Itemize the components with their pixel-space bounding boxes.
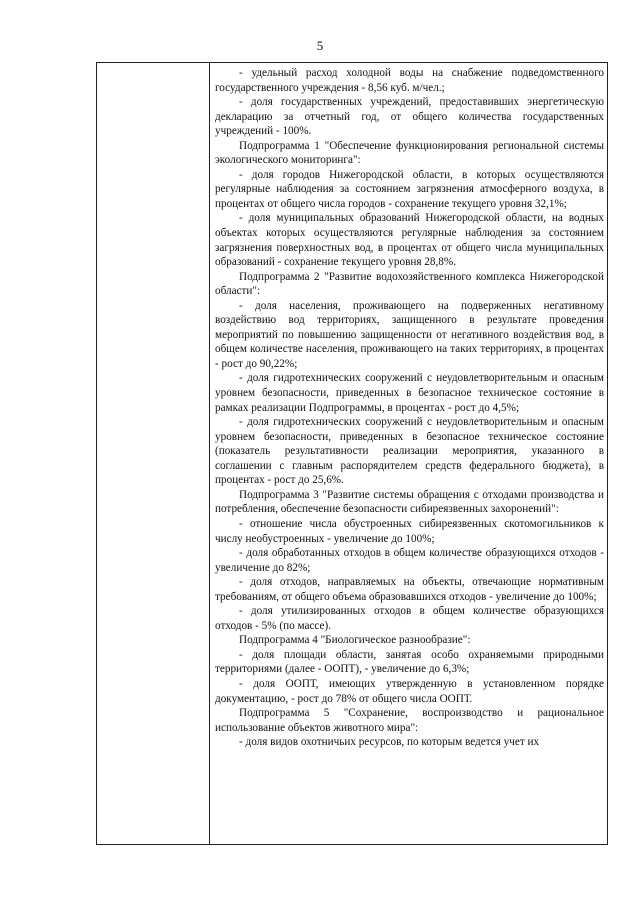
- paragraph: - доля гидротехнических сооружений с неудовлетворительным и опасным уровнем безопасности, приведенных в безопасное техническое состояние в рамках реализации Подпрограммы, в процентах - рост до 4,5%;: [215, 372, 604, 414]
- paragraph: - доля государственных учреждений, предоставивших энергетическую декларацию за отчетный год, от общего количества государственных учреждений - 100%.: [215, 96, 604, 138]
- subprogram-heading: Подпрограмма 3 "Развитие системы обращения с отходами производства и потребления, обеспечение безопасности сибиреязвенных захоронений":: [215, 488, 604, 516]
- paragraph: - доля площади области, занятая особо охраняемыми природными территориями (далее - ООПТ), - увеличение до 6,3%;: [215, 648, 604, 676]
- column-divider: [209, 63, 210, 844]
- paragraph: - доля видов охотничьих ресурсов, по которым ведется учет их: [239, 736, 540, 749]
- paragraph: - доля муниципальных образований Нижегородской области, на водных объектах которых осуществляются регулярные наблюдения за состоянием загрязнения поверхностных вод, в процентах от общего числа муниципальных образований - сохранение текущего уровня 28,8%.: [215, 212, 604, 269]
- content-cell: [215, 66, 604, 750]
- paragraph: - удельный расход холодной воды на снабжение подведомственного государственного учреждения - 8,56 куб. м/чел.;: [215, 67, 604, 94]
- paragraph: - отношение числа обустроенных сибиреязвенных скотомогильников к числу необустроенных - увеличение до 100%;: [215, 517, 604, 545]
- paragraph: - доля гидротехнических сооружений с неудовлетворительным и опасным уровнем безопасности, приведенных в безопасное техническое состояние (показатель результативности реализации мероприятия, указанного в соглашении с главным распорядителем средств федерального бюджета), в процентах - рост до 25,6%.: [215, 416, 604, 487]
- subprogram-heading: Подпрограмма 4 "Биологическое разнообразие":: [239, 634, 471, 647]
- paragraph: - доля отходов, направляемых на объекты, отвечающие нормативным требованиям, от общего объема образовавшихся отходов - увеличение до 100%;: [215, 576, 604, 603]
- subprogram-heading: Подпрограмма 1 "Обеспечение функционирования региональной системы экологического мониторинга":: [215, 139, 604, 167]
- paragraph: - доля обработанных отходов в общем количестве образующихся отходов - увеличение до 82%;: [215, 547, 604, 574]
- paragraph: - доля городов Нижегородской области, в которых осуществляются регулярные наблюдения за состоянием загрязнения атмосферного воздуха, в процентах от общего числа городов - сохранение текущего уровня 32,1%;: [215, 168, 604, 210]
- page-number: 5: [316, 38, 324, 53]
- document-table: [96, 62, 608, 845]
- subprogram-heading: Подпрограмма 2 "Развитие водохозяйственного комплекса Нижегородской области":: [215, 270, 604, 298]
- subprogram-heading: Подпрограмма 5 "Сохранение, воспроизводство и рациональное использование объектов животного мира":: [215, 707, 604, 734]
- paragraph: - доля населения, проживающего на подверженных негативному воздействию вод территориях, защищенного в результате проведения мероприятий по повышению защищенности от негативного воздействия вод, в общем количестве населения, проживающего на таких территориях, в процентах - рост до 90,22%;: [215, 299, 604, 370]
- paragraph: - доля ООПТ, имеющих утвержденную в установленном порядке документацию, - рост до 78% от общего числа ООПТ.: [215, 677, 604, 705]
- paragraph: - доля утилизированных отходов в общем количестве образующихся отходов - 5% (по массе).: [215, 605, 604, 632]
